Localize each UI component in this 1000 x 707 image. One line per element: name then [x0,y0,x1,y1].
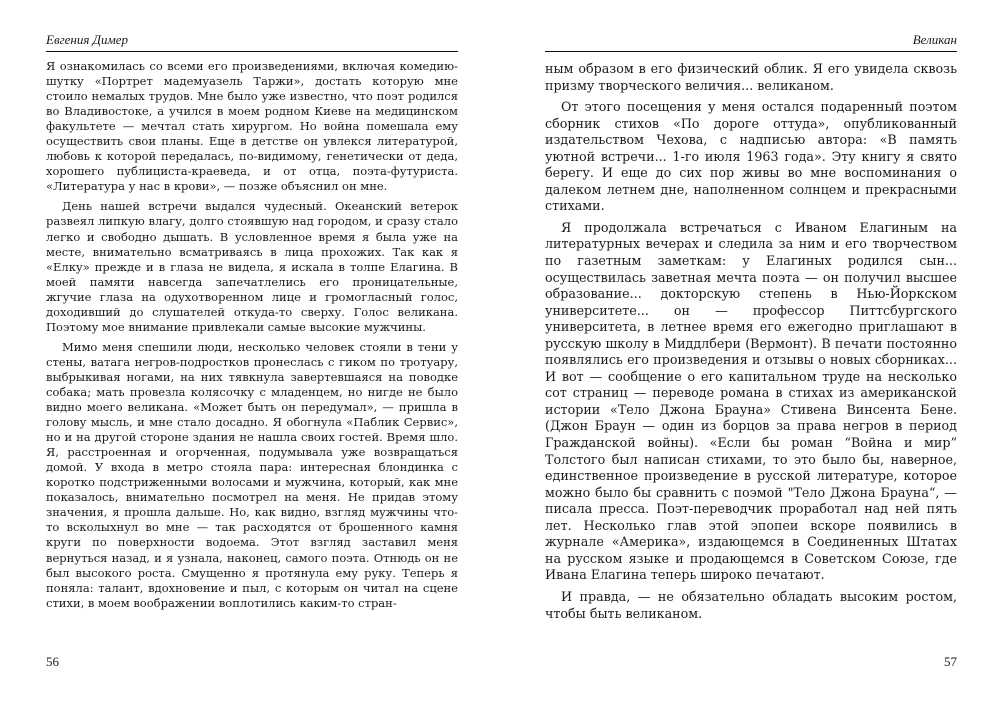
paragraph: Я продолжала встречаться с Иваном Елагиным на литературных вечерах и следила за ним и его творчеством по газетным заметкам: у Елагиных родился сын... осуществилась заветная мечта поэта — он получил высшее образование... докторскую степень в Нью-Йоркском университете... он — профессор Питтсбургского университета, в летнее время его ежегодно приглашают в русскую школу в Миддлбери (Вермонт). В печати постоянно появлялись его произведения и отзывы о новых сборниках... И вот — сообщение о его капитальном труде на несколько сот страниц — переводе романа в стихах из американской истории «Тело Джона Брауна» Стивена Винсента Бене. (Джон Браун — один из борцов за права негров в период Гражданской войны). «Если бы роман “Война и мир” Толстого был написан стихами, то это было бы, наверное, единственное произведение в русской литературе, которое можно было бы сравнить с поэмой "Тело Джона Брауна“, — писала пресса. Поэт-переводчик проработал над ней пять лет. Несколько глав этой эпопеи вскоре появились в журнале «Америка», издающемся в Соединенных Штатах на русском языке и продающемся в Советском Союзе, где Ивана Елагина теперь широко печатают. [545,219,957,583]
right-page-body [545,61,957,622]
left-page [46,0,458,707]
page-number: 57 [944,654,957,669]
paragraph: ным образом в его физический облик. Я его увидела сквозь призму творческого величия... великаном. [545,61,957,93]
header-rule [46,51,458,52]
paragraph: День нашей встречи выдался чудесный. Океанский ветерок развеял липкую влагу, долго стоявшую над городом, и сразу стало легко и свободно дышать. В условленное время я была уже на месте, внимательно всматриваясь в лица прохожих. Так как я «Елку» прежде и в глаза не видела, я искала в толпе Елагина. В моей памяти навсегда запечатлелись его проницательные, жгучие глаза на одухотворенном лице и громогласный голос, доходивший до слушателей откуда-то сверху. Голос великана. Поэтому мое внимание привлекали самые высокие мужчины. [46,199,458,334]
running-head-author: Евгения Димер [46,32,129,47]
left-page-body [46,59,458,611]
paragraph: От этого посещения у меня остался подаренный поэтом сборник стихов «По дороге оттуда», опубликованный издательством Чехова, с надписью автора: «В память уютной встречи... 1-го июля 1963 года». Эту книгу я свято берегу. И еще до сих пор живы во мне воспоминания о далеком летнем дне, наполненном солнцем и прекрасными стихами. [545,99,957,214]
page-number: 56 [46,654,59,669]
paragraph: Мимо меня спешили люди, несколько человек стояли в тени у стены, ватага негров-подростков пронеслась с гиком по тротуару, выбрыкивая ногами, на них тявкнула завертевшаяся на поводке собака; мать провезла колясочку с младенцем, но нигде не было видно моего великана. «Может быть он передумал», — пришла в голову мысль, и мне стало досадно. Я обогнула «Паблик Сервис», но и на другой стороне здания не нашла своих гостей. Время шло. Я, расстроенная и огорченная, подумывала уже возвращаться домой. У входа в метро стояла пара: интересная блондинка с коротко подстриженными волосами и мужчина, который, как мне показалось, внимательно посмотрел на меня. Не придав этому значения, я прошла дальше. Но, как видно, взгляд мужчины что-то всколыхнул во мне — так расходятся от брошенного камня круги по поверхности водоема. Этот взгляд заставил меня вернуться назад, и я узнала, наконец, самого поэта. Отнюдь он не был высокого роста. Смущенно я протянула ему руку. Теперь я поняла: талант, вдохновение и пыл, с которым он читал на сцене стихи, в моем воображении воплотились каким-то стран- [46,339,458,610]
right-page [545,0,957,707]
header-rule [545,51,957,52]
paragraph: Я ознакомилась со всеми его произведениями, включая комедию-шутку «Портрет мадемуазель Таржи», достать которую мне стоило немалых трудов. Мне было уже известно, что поэт родился во Владивостоке, а учился в моем родном Киеве на медицинском факультете — мечтал стать хирургом. Но война помешала ему осуществить свои планы. Еще в детстве он увлекся литературой, любовь к которой передалась, по-видимому, генетически от деда, хорошего публициста-краеведа, и от отца, поэта-футуриста. «Литература у нас в крови», — позже объяснил он мне. [46,59,458,194]
running-head-title: Великан [912,32,957,47]
paragraph: И правда, — не обязательно обладать высоким ростом, чтобы быть великаном. [545,588,957,621]
